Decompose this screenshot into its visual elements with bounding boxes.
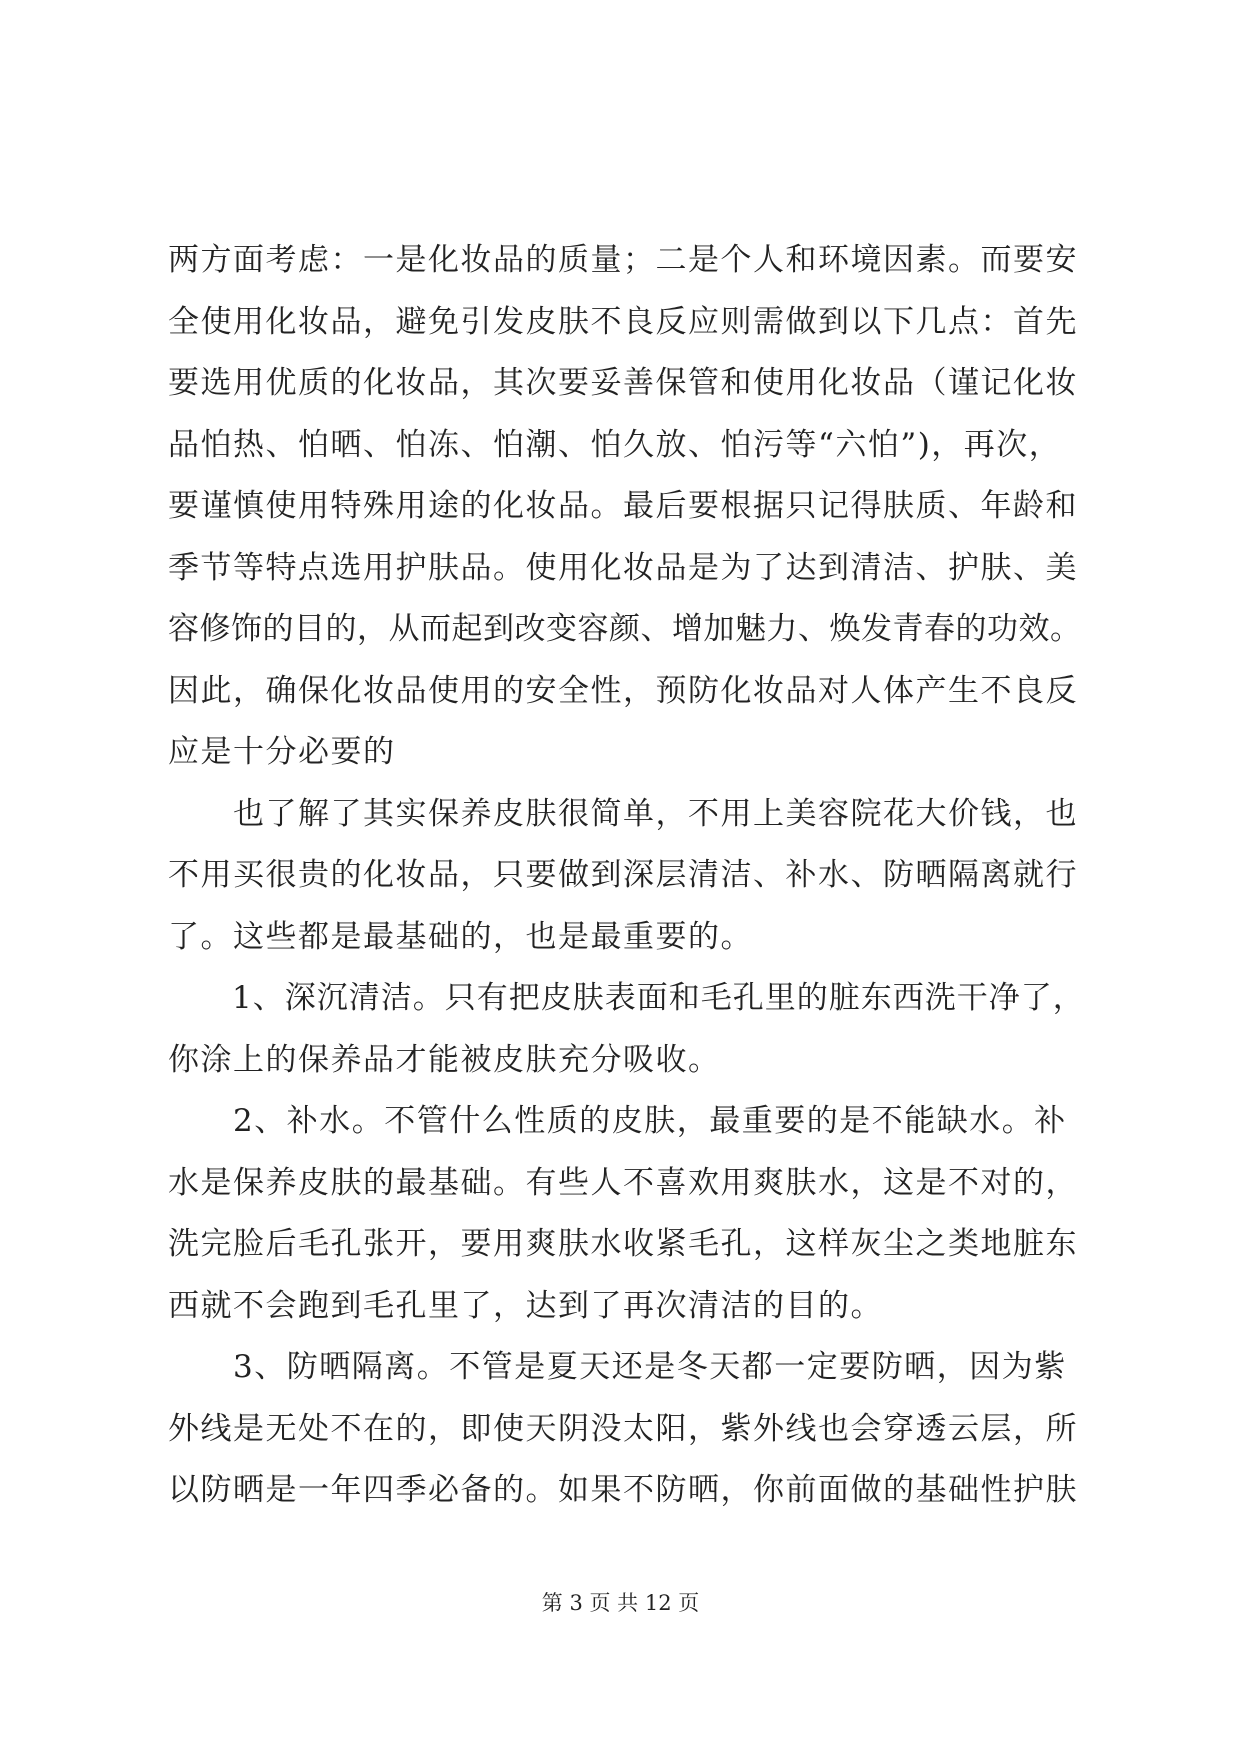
text-line: 要谨慎使用特殊用途的化妆品。最后要根据只记得肤质、年龄和 [168,488,1078,524]
text-line: 外线是无处不在的，即使天阴没太阳，紫外线也会穿透云层，所 [168,1410,1078,1447]
text-line: 2、补水。不管什么性质的皮肤，最重要的是不能缺水。补 [168,1103,1067,1139]
text-line: 两方面考虑：一是化妆品的质量；二是个人和环境因素。而要安 [168,242,1078,278]
body-text [168,230,1088,1522]
text-line: 了。这些都是最基础的，也是最重要的。 [168,918,753,955]
text-line: 全使用化妆品，避免引发皮肤不良反应则需做到以下几点：首先 [168,303,1078,340]
text-line: 你涂上的保养品才能被皮肤充分吸收。 [168,1041,721,1078]
text-line: 3、防晒隔离。不管是夏天还是冬天都一定要防晒，因为紫 [168,1349,1067,1385]
text-line: 容修饰的目的，从而起到改变容颜、增加魅力、焕发青春的功效。 [168,611,1082,647]
text-line: 西就不会跑到毛孔里了，达到了再次清洁的目的。 [168,1287,883,1324]
text-line: 也了解了其实保养皮肤很简单，不用上美容院花大价钱，也 [168,795,1078,832]
page-number-footer: 第 3 页 共 12 页 [541,1591,700,1615]
text-line: 水是保养皮肤的最基础。有些人不喜欢用爽肤水，这是不对的， [168,1164,1078,1201]
text-line: 以防晒是一年四季必备的。如果不防晒，你前面做的基础性护肤 [168,1472,1078,1508]
text-line: 品怕热、怕晒、怕冻、怕潮、怕久放、怕污等“六怕”)，再次， [168,426,1062,463]
text-line: 洗完脸后毛孔张开，要用爽肤水收紧毛孔，这样灰尘之类地脏东 [168,1226,1078,1262]
text-line: 不用买很贵的化妆品，只要做到深层清洁、补水、防晒隔离就行 [168,857,1078,893]
text-line: 应是十分必要的 [168,734,396,770]
text-line: 季节等特点选用护肤品。使用化妆品是为了达到清洁、护肤、美 [168,549,1078,586]
text-line: 1、深沉清洁。只有把皮肤表面和毛孔里的脏东西洗干净了， [168,980,1085,1016]
text-line: 因此，确保化妆品使用的安全性，预防化妆品对人体产生不良反 [168,672,1078,709]
text-line: 要选用优质的化妆品，其次要妥善保管和使用化妆品（谨记化妆 [168,365,1078,401]
